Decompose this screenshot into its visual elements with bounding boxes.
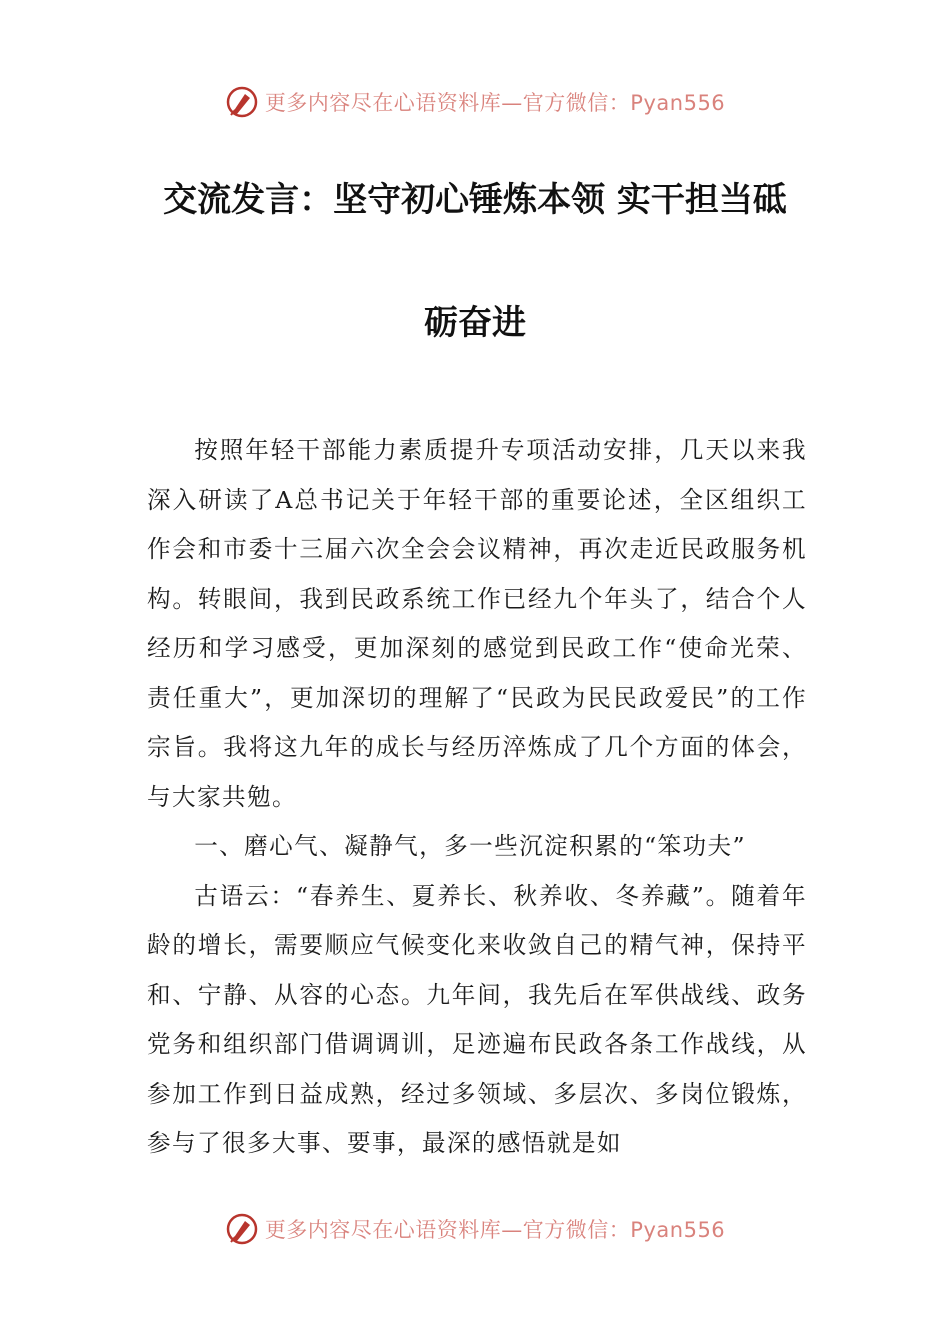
document-title-line-2: 砺奋进 [424, 303, 526, 343]
header-banner [0, 82, 950, 122]
paragraph-section-1: 古语云：“春养生、夏养长、秋养收、冬养藏”。随着年龄的增长，需要顺应气候变化来收敛自己的精气神，保持平和、宁静、从容的心态。九年间，我先后在军供战线、政务党务和组织部门借调调训，足迹遍布民政各条工作战线，从参加工作到日益成熟，经过多领域、多层次、多岗位锻炼，参与了很多大事、要事，最深的感悟就是如 [147, 881, 807, 1157]
banner-text: 更多内容尽在心语资料库—官方微信：Pyan556 [264, 91, 726, 115]
footer-banner [0, 1209, 950, 1249]
document-body [147, 426, 807, 1169]
section-heading-1: 一、磨心气、凝静气，多一些沉淀积累的“笨功夫” [194, 832, 746, 860]
paragraph-intro: 按照年轻干部能力素质提升专项活动安排，几天以来我深入研读了A总书记关于年轻干部的重要论述，全区组织工作会和市委十三届六次全会会议精神，再次走近民政服务机构。转眼间，我到民政系统工作已经九个年头了，结合个人经历和学习感受，更加深刻的感觉到民政工作“使命光荣、责任重大”，更加深切的理解了“民政为民民政爱民”的工作宗旨。我将这九年的成长与经历淬炼成了几个方面的体会，与大家共勉。 [147, 436, 807, 811]
document-title-line-1: 交流发言：坚守初心锤炼本领 实干担当砥 [163, 180, 787, 220]
pen-nib-circle-icon [225, 85, 259, 119]
pen-nib-circle-icon [225, 1212, 259, 1246]
banner-text: 更多内容尽在心语资料库—官方微信：Pyan556 [264, 1218, 726, 1242]
